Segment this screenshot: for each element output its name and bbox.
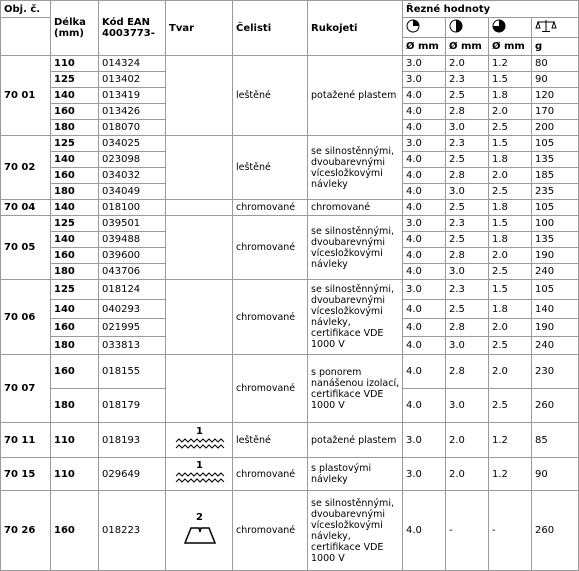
cut-soft-cell: 3.0 (403, 56, 446, 72)
scale-icon (532, 18, 579, 38)
unit-hard: Ø mm (489, 38, 532, 56)
cut-soft-cell: 3.0 (403, 216, 446, 232)
shape-cell (166, 56, 233, 136)
length-cell: 125 (51, 216, 99, 232)
cut-medium-cell: 2.5 (446, 152, 489, 168)
header-obj: Obj. č. (1, 1, 51, 18)
cut-soft-cell: 3.0 (403, 458, 446, 491)
cut-soft-cell: 4.0 (403, 337, 446, 355)
table-body (1, 56, 579, 571)
cut-hard-cell: 2.5 (489, 264, 532, 280)
length-cell: 125 (51, 136, 99, 152)
weight-cell: 120 (532, 88, 579, 104)
cut-hard-cell: 2.0 (489, 168, 532, 184)
shape-cell (166, 355, 233, 423)
jaw-profile-icon (182, 523, 218, 548)
jaws-cell: chromované (233, 280, 308, 355)
length-cell: 180 (51, 337, 99, 355)
shape-cell (166, 136, 233, 200)
shape-label: 1 (196, 425, 203, 437)
ean-code-cell: 018155 (99, 355, 166, 389)
medium-wire-icon (446, 18, 489, 38)
header-tvar: Tvar (166, 1, 233, 56)
ean-code-cell: 018100 (99, 200, 166, 216)
cut-hard-cell: 2.0 (489, 355, 532, 389)
ean-code-cell: 018223 (99, 491, 166, 571)
cut-medium-cell: 2.8 (446, 319, 489, 337)
cut-medium-cell: 2.3 (446, 216, 489, 232)
cut-medium-cell: - (446, 491, 489, 571)
cut-soft-cell: 4.0 (403, 319, 446, 337)
cut-soft-cell: 4.0 (403, 232, 446, 248)
weight-cell: 80 (532, 56, 579, 72)
cut-hard-cell: 2.5 (489, 120, 532, 136)
obj-number: 70 05 (1, 216, 51, 280)
unit-medium: Ø mm (446, 38, 489, 56)
handles-cell: se silnostěnnými, dvoubarevnými vícesložkovými návleky, certifikace VDE 1000 V (308, 280, 403, 355)
cut-hard-cell: 2.5 (489, 389, 532, 423)
length-cell: 140 (51, 232, 99, 248)
length-cell: 110 (51, 458, 99, 491)
handles-cell: se silnostěnnými, dvoubarevnými vícesložkovými návleky, certifikace VDE 1000 V (308, 491, 403, 571)
weight-cell: 105 (532, 200, 579, 216)
weight-cell: 190 (532, 248, 579, 264)
ean-code-cell: 039600 (99, 248, 166, 264)
length-cell: 160 (51, 319, 99, 337)
cut-medium-cell: 3.0 (446, 389, 489, 423)
weight-cell: 230 (532, 355, 579, 389)
table-row (1, 355, 579, 389)
cut-medium-cell: 2.8 (446, 104, 489, 120)
weight-cell: 260 (532, 491, 579, 571)
weight-cell: 105 (532, 280, 579, 300)
cut-medium-cell: 3.0 (446, 120, 489, 136)
cut-medium-cell: 2.5 (446, 200, 489, 216)
cut-medium-cell: 2.5 (446, 300, 489, 319)
cut-hard-cell: 1.5 (489, 280, 532, 300)
shape-label: 1 (196, 459, 203, 471)
cut-medium-cell: 2.8 (446, 168, 489, 184)
jaws-cell: chromované (233, 216, 308, 280)
cut-hard-cell: 1.2 (489, 423, 532, 458)
obj-number: 70 01 (1, 56, 51, 136)
ean-code-cell: 034032 (99, 168, 166, 184)
cut-hard-cell: - (489, 491, 532, 571)
cut-hard-cell: 1.8 (489, 152, 532, 168)
cut-medium-cell: 2.3 (446, 72, 489, 88)
header-rezne-hodnoty: Řezné hodnoty (403, 1, 579, 18)
unit-soft: Ø mm (403, 38, 446, 56)
table-row (1, 200, 579, 216)
header-rukojeti: Rukojeti (308, 1, 403, 56)
cut-hard-cell: 2.5 (489, 337, 532, 355)
ean-code-cell: 014324 (99, 56, 166, 72)
cut-medium-cell: 2.8 (446, 248, 489, 264)
weight-cell: 140 (532, 300, 579, 319)
cut-soft-cell: 3.0 (403, 136, 446, 152)
cut-medium-cell: 3.0 (446, 184, 489, 200)
cut-soft-cell: 3.0 (403, 72, 446, 88)
cut-hard-cell: 1.5 (489, 72, 532, 88)
length-cell: 125 (51, 72, 99, 88)
handles-cell: s plastovými návleky (308, 458, 403, 491)
length-cell: 110 (51, 423, 99, 458)
table-row (1, 458, 579, 491)
cut-medium-cell: 2.8 (446, 355, 489, 389)
jaws-cell: leštěné (233, 56, 308, 136)
cut-soft-cell: 4.0 (403, 264, 446, 280)
cut-medium-cell: 2.0 (446, 458, 489, 491)
soft-wire-icon (403, 18, 446, 38)
jaws-cell: chromované (233, 200, 308, 216)
cut-soft-cell: 3.0 (403, 423, 446, 458)
serrated-blade-icon (175, 471, 225, 488)
length-cell: 140 (51, 200, 99, 216)
length-cell: 160 (51, 248, 99, 264)
ean-code-cell: 018124 (99, 280, 166, 300)
ean-code-cell: 039488 (99, 232, 166, 248)
weight-cell: 85 (532, 423, 579, 458)
ean-code-cell: 013402 (99, 72, 166, 88)
handles-cell: se silnostěnnými, dvoubarevnými vícesložkovými návleky (308, 216, 403, 280)
obj-number: 70 04 (1, 200, 51, 216)
handles-cell: se silnostěnnými, dvoubarevnými vícesložkovými návleky (308, 136, 403, 200)
shape-cell (166, 280, 233, 355)
ean-code-cell: 018179 (99, 389, 166, 423)
cut-soft-cell: 4.0 (403, 491, 446, 571)
cut-soft-cell: 3.0 (403, 280, 446, 300)
shape-cell (166, 458, 233, 491)
cut-soft-cell: 4.0 (403, 248, 446, 264)
length-cell: 180 (51, 264, 99, 280)
table-row (1, 216, 579, 232)
length-cell: 140 (51, 152, 99, 168)
length-cell: 125 (51, 280, 99, 300)
weight-cell: 100 (532, 216, 579, 232)
table-row (1, 136, 579, 152)
ean-code-cell: 040293 (99, 300, 166, 319)
header-obj-spacer (1, 18, 51, 56)
length-cell: 140 (51, 300, 99, 319)
header-delka: Délka (mm) (51, 1, 99, 56)
cut-soft-cell: 4.0 (403, 184, 446, 200)
obj-number: 70 07 (1, 355, 51, 423)
cut-hard-cell: 2.0 (489, 319, 532, 337)
cut-soft-cell: 4.0 (403, 389, 446, 423)
length-cell: 160 (51, 355, 99, 389)
shape-cell (166, 216, 233, 280)
cut-medium-cell: 2.0 (446, 56, 489, 72)
length-cell: 180 (51, 389, 99, 423)
table-row (1, 423, 579, 458)
ean-code-cell: 034049 (99, 184, 166, 200)
cut-soft-cell: 4.0 (403, 300, 446, 319)
ean-code-cell: 021995 (99, 319, 166, 337)
obj-number: 70 02 (1, 136, 51, 200)
cut-hard-cell: 1.8 (489, 200, 532, 216)
handles-cell: potažené plastem (308, 56, 403, 136)
unit-weight: g (532, 38, 579, 56)
jaws-cell: leštěné (233, 423, 308, 458)
weight-cell: 240 (532, 264, 579, 280)
jaws-cell: chromované (233, 491, 308, 571)
handles-cell: s ponorem nanášenou izolací, certifikace VDE 1000 V (308, 355, 403, 423)
cut-hard-cell: 1.5 (489, 216, 532, 232)
ean-code-cell: 023098 (99, 152, 166, 168)
cut-hard-cell: 2.5 (489, 184, 532, 200)
cut-soft-cell: 4.0 (403, 104, 446, 120)
handles-cell: potažené plastem (308, 423, 403, 458)
weight-cell: 90 (532, 458, 579, 491)
weight-cell: 200 (532, 120, 579, 136)
cut-hard-cell: 1.8 (489, 88, 532, 104)
cut-hard-cell: 1.5 (489, 136, 532, 152)
ean-code-cell: 013419 (99, 88, 166, 104)
ean-code-cell: 033813 (99, 337, 166, 355)
weight-cell: 190 (532, 319, 579, 337)
shape-cell (166, 200, 233, 216)
cut-medium-cell: 3.0 (446, 337, 489, 355)
cut-hard-cell: 1.2 (489, 56, 532, 72)
cut-soft-cell: 4.0 (403, 120, 446, 136)
cut-medium-cell: 2.3 (446, 280, 489, 300)
cut-hard-cell: 2.0 (489, 248, 532, 264)
weight-cell: 185 (532, 168, 579, 184)
obj-number: 70 26 (1, 491, 51, 571)
length-cell: 160 (51, 104, 99, 120)
weight-cell: 240 (532, 337, 579, 355)
weight-cell: 135 (532, 232, 579, 248)
jaws-cell: chromované (233, 355, 308, 423)
ean-code-cell: 013426 (99, 104, 166, 120)
weight-cell: 170 (532, 104, 579, 120)
header-celisti: Čelisti (233, 1, 308, 56)
ean-code-cell: 018193 (99, 423, 166, 458)
shape-cell (166, 423, 233, 458)
ean-code-cell: 034025 (99, 136, 166, 152)
cut-medium-cell: 2.5 (446, 232, 489, 248)
weight-cell: 90 (532, 72, 579, 88)
cut-soft-cell: 4.0 (403, 355, 446, 389)
serrated-blade-icon (175, 437, 225, 454)
length-cell: 140 (51, 88, 99, 104)
obj-number: 70 06 (1, 280, 51, 355)
obj-number: 70 11 (1, 423, 51, 458)
table-row (1, 56, 579, 72)
cut-soft-cell: 4.0 (403, 200, 446, 216)
cut-medium-cell: 2.5 (446, 88, 489, 104)
length-cell: 160 (51, 491, 99, 571)
handles-cell: chromované (308, 200, 403, 216)
ean-code-cell: 018070 (99, 120, 166, 136)
header-ean: Kód EAN 4003773- (99, 1, 166, 56)
weight-cell: 135 (532, 152, 579, 168)
jaws-cell: leštěné (233, 136, 308, 200)
ean-code-cell: 029649 (99, 458, 166, 491)
shape-cell (166, 491, 233, 571)
length-cell: 160 (51, 168, 99, 184)
obj-number: 70 15 (1, 458, 51, 491)
hard-wire-icon (489, 18, 532, 38)
cut-medium-cell: 3.0 (446, 264, 489, 280)
table-row (1, 491, 579, 571)
shape-label: 2 (196, 512, 203, 523)
cut-soft-cell: 4.0 (403, 88, 446, 104)
weight-cell: 105 (532, 136, 579, 152)
length-cell: 110 (51, 56, 99, 72)
cut-medium-cell: 2.0 (446, 423, 489, 458)
ean-code-cell: 043706 (99, 264, 166, 280)
weight-cell: 235 (532, 184, 579, 200)
cut-hard-cell: 1.8 (489, 232, 532, 248)
ean-code-cell: 039501 (99, 216, 166, 232)
cut-medium-cell: 2.3 (446, 136, 489, 152)
cut-soft-cell: 4.0 (403, 152, 446, 168)
weight-cell: 260 (532, 389, 579, 423)
jaws-cell: chromované (233, 458, 308, 491)
length-cell: 180 (51, 120, 99, 136)
cut-soft-cell: 4.0 (403, 168, 446, 184)
length-cell: 180 (51, 184, 99, 200)
cut-hard-cell: 2.0 (489, 104, 532, 120)
cut-hard-cell: 1.2 (489, 458, 532, 491)
table-row (1, 280, 579, 300)
cut-hard-cell: 1.8 (489, 300, 532, 319)
